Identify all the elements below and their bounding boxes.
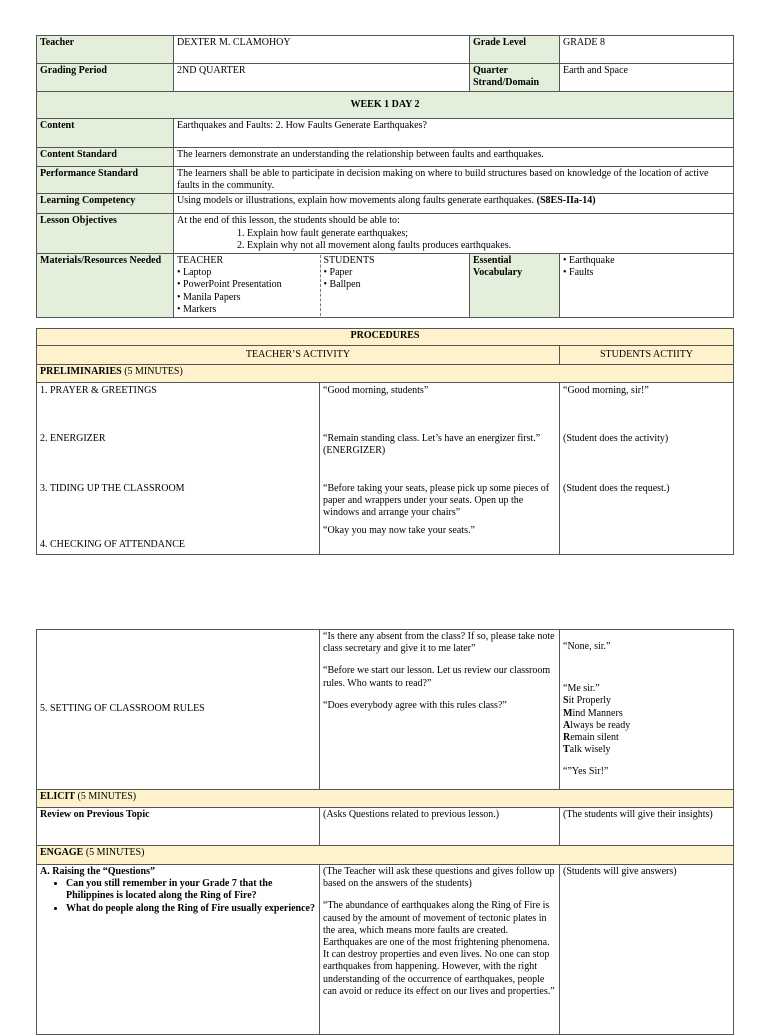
- material-item: • Manila Papers: [177, 291, 241, 303]
- step-attendance: 4. CHECKING OF ATTENDANCE: [40, 539, 185, 550]
- student-materials-heading: STUDENTS: [323, 254, 375, 266]
- materials-cell: [174, 253, 470, 317]
- strand-label: Quarter Strand/Domain: [470, 64, 560, 92]
- rules-student-2: “”Yes Sir!”: [563, 766, 609, 778]
- content-standard-label: Content Standard: [37, 148, 174, 167]
- rule-rest: alk wisely: [569, 744, 611, 756]
- vocabulary-item: • Faults: [563, 267, 594, 279]
- question-item: • What do people along the Ring of Fire usually experience?: [66, 903, 316, 915]
- material-item: • Paper: [323, 267, 353, 279]
- elicit-label: ELICIT: [40, 791, 76, 802]
- content-standard-value: The learners demonstrate an understanding the relationship between faults and earthquakes.: [174, 148, 734, 167]
- absent-student: “None, sir.”: [563, 641, 611, 652]
- lesson-info-table: [36, 35, 734, 318]
- period-label: Grading Period: [37, 64, 174, 92]
- rule-letter: A: [563, 719, 571, 731]
- competency-cell: [174, 194, 734, 214]
- energizer-student: (Student does the activity): [563, 433, 669, 444]
- engage-time: (5 MINUTES): [85, 847, 145, 858]
- rule-rest: lways be ready: [570, 719, 631, 731]
- procedures-title: PROCEDURES: [37, 329, 734, 346]
- preliminaries-label: PRELIMINARIES: [40, 366, 122, 377]
- objectives-cell: [174, 214, 734, 254]
- tidy-teacher-2: “Okay you may now take your seats.”: [323, 525, 475, 536]
- step-prayer: 1. PRAYER & GREETINGS: [40, 385, 157, 396]
- objectives-label: Lesson Objectives: [37, 214, 174, 254]
- teacher-label: Teacher: [37, 36, 174, 64]
- review-teacher: (Asks Questions related to previous lesson.): [320, 808, 560, 846]
- engage-label: ENGAGE: [40, 847, 84, 858]
- step-tidy: 3. TIDING UP THE CLASSROOM: [40, 483, 185, 494]
- teacher-materials: [177, 255, 320, 316]
- material-item: • Markers: [177, 303, 217, 315]
- review-label: Review on Previous Topic: [37, 808, 320, 846]
- grade-value: GRADE 8: [560, 36, 734, 64]
- objectives-intro: At the end of this lesson, the students should be able to:: [177, 215, 400, 227]
- performance-standard-value: The learners shall be able to participate in decision making on where to build structures based on knowledge of the location of active faults in the community.: [174, 167, 734, 194]
- elicit-heading: [37, 790, 734, 808]
- rules-teacher-1: “Before we start our lesson. Let us review our classroom rules. Who wants to read?”: [323, 665, 551, 689]
- tidy-teacher: “Before taking your seats, please pick up some pieces of paper and wrappers under your seats. Open up the windows and arrange your chairs”: [323, 483, 550, 519]
- procedures-table-2: [36, 629, 734, 1035]
- engage-teacher: [320, 865, 560, 1035]
- rule-rest: it Properly: [568, 695, 612, 707]
- teacher-activity-header: TEACHER’S ACTIVITY: [37, 346, 560, 365]
- raising-questions-label: A. Raising the “Questions”: [40, 866, 156, 877]
- elicit-time: (5 MINUTES): [77, 791, 137, 802]
- material-item: • Ballpen: [323, 279, 361, 291]
- engage-student: (Students will give answers): [560, 865, 734, 1035]
- rules-students: [560, 630, 734, 790]
- material-item: • PowerPoint Presentation: [177, 279, 282, 291]
- engage-teacher-1: (The Teacher will ask these questions and gives follow up based on the answers of the students): [323, 866, 555, 890]
- rules-student-1: “Me sir.”: [563, 683, 600, 695]
- procedures-continued: [36, 629, 733, 1035]
- prayer-student: “Good morning, sir!”: [563, 385, 649, 396]
- objective-item: 1. Explain how fault generate earthquakes;: [237, 227, 409, 239]
- step-energizer: 2. ENERGIZER: [40, 433, 106, 444]
- rules-teacher-2: “Does everybody agree with this rules class?”: [323, 699, 507, 711]
- preliminaries-students: [560, 383, 734, 555]
- procedures-table: [36, 328, 734, 555]
- preliminaries-steps: [37, 383, 320, 555]
- engage-teacher-2: “The abundance of earthquakes along the Ring of Fire is caused by the amount of movement of tectonic plates in the area, which means more faults are created. Earthquakes are one of the most frightening phenomena. It can destroy properties and even lives. No one can stop earthquakes from happening. However, with the right understanding of the occurrence of earthquakes, people can avoid or reduce its effect on our lives and properties.”: [323, 900, 555, 997]
- strand-value: Earth and Space: [560, 64, 734, 92]
- absent-teacher: “Is there any absent from the class? If so, please take note class secretary and give it to me later”: [323, 631, 555, 655]
- prayer-teacher: “Good morning, students”: [323, 385, 429, 396]
- material-item: • Laptop: [177, 267, 212, 279]
- preliminaries-teacher: [320, 383, 560, 555]
- rule-rest: emain silent: [570, 731, 619, 743]
- engage-questions: [37, 865, 320, 1035]
- rule-item: [563, 744, 730, 756]
- lesson-info-section: [36, 35, 733, 318]
- rule-letter: T: [563, 744, 570, 756]
- competency-value: Using models or illustrations, explain how movements along faults generate earthquakes.: [177, 195, 535, 207]
- competency-label: Learning Competency: [37, 194, 174, 214]
- students-activity-header: STUDENTS ACTIITY: [560, 346, 734, 365]
- materials-label: Materials/Resources Needed: [37, 253, 174, 317]
- teacher-materials-heading: TEACHER: [177, 254, 224, 266]
- tidy-student: (Student does the request.): [563, 483, 670, 494]
- objective-item: 2. Explain why not all movement along faults produces earthquakes.: [237, 239, 512, 251]
- teacher-value: DEXTER M. CLAMOHOY: [174, 36, 470, 64]
- period-value: 2ND QUARTER: [174, 64, 470, 92]
- rule-item: [563, 732, 730, 744]
- rule-item: [563, 720, 730, 732]
- rules-teacher: [320, 630, 560, 790]
- performance-standard-label: Performance Standard: [37, 167, 174, 194]
- vocabulary-item: • Earthquake: [563, 254, 615, 266]
- rule-item: [563, 695, 730, 707]
- vocabulary-label: Essential Vocabulary: [470, 253, 560, 317]
- content-value: Earthquakes and Faults: 2. How Faults Generate Earthquakes?: [174, 119, 734, 148]
- content-label: Content: [37, 119, 174, 148]
- procedures-section: [36, 328, 733, 555]
- grade-label: Grade Level: [470, 36, 560, 64]
- engage-heading: [37, 846, 734, 865]
- student-materials: [320, 255, 467, 316]
- rule-item: [563, 708, 730, 720]
- review-student: (The students will give their insights): [560, 808, 734, 846]
- rule-rest: ind Manners: [572, 707, 623, 719]
- rule-letter: M: [563, 707, 573, 719]
- question-item: • Can you still remember in your Grade 7 that the Philippines is located along the Ring of Fire?: [66, 878, 316, 902]
- competency-code: (S8ES-IIa-14): [536, 195, 596, 207]
- rule-letter: S: [563, 695, 569, 707]
- rules-step: 5. SETTING OF CLASSROOM RULES: [37, 630, 320, 790]
- energizer-teacher: “Remain standing class. Let’s have an energizer first.” (ENERGIZER): [323, 433, 541, 457]
- week-title: WEEK 1 DAY 2: [37, 92, 734, 119]
- vocabulary-cell: [560, 253, 734, 317]
- rule-letter: R: [563, 731, 571, 743]
- preliminaries-heading: [37, 365, 734, 383]
- preliminaries-time: (5 MINUTES): [124, 366, 183, 377]
